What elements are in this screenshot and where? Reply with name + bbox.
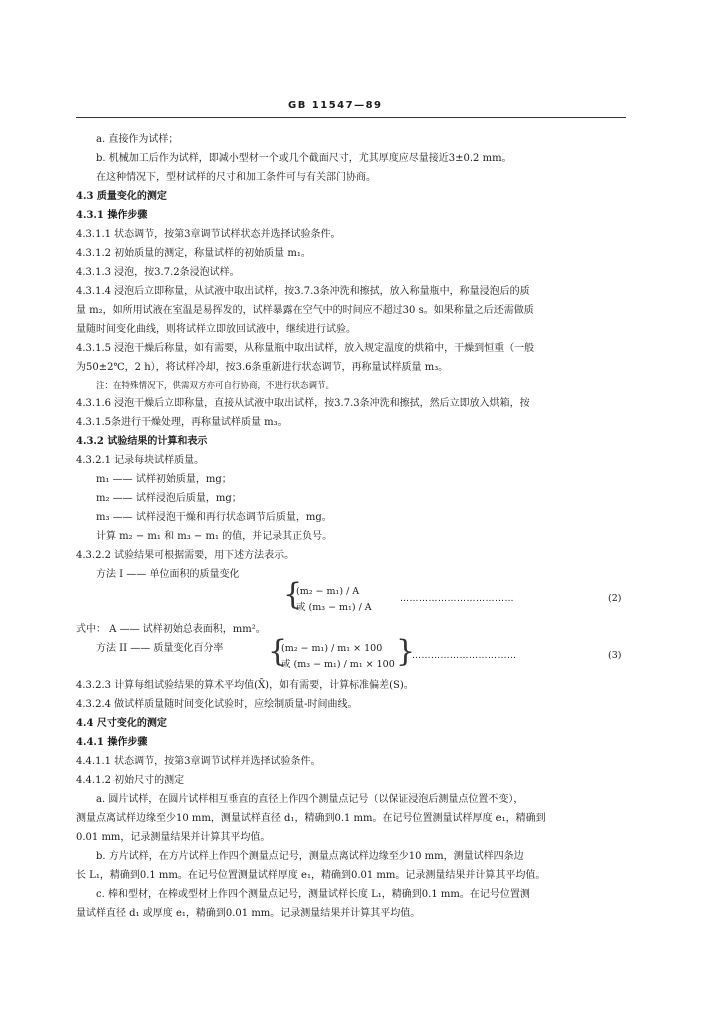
text-line: 0.01 mm，记录测量结果并计算其平均值。: [76, 832, 271, 843]
text-line: 量随时间变化曲线，则将试样立即放回试液中，继续进行试验。: [76, 324, 356, 335]
text-line: 4.4.1.2 初始尺寸的测定: [76, 775, 185, 786]
text-line: 量 m₂，如所用试液在室温是易挥发的，试样暴露在空气中的时间应不超过30 s。如果称量之后还需做质: [76, 305, 534, 316]
note-line: 注：在特殊情况下，供需双方亦可自行协商，不进行状态调节。: [96, 381, 335, 391]
formula-brace-left: {: [268, 634, 288, 669]
formula-2-leader: ………………………………: [400, 594, 514, 604]
section-heading: 4.3.1 操作步骤: [76, 210, 148, 221]
text-line: 4.3.1.4 浸泡后立即称量，从试液中取出试样，按3.7.3条冲洗和擦拭，放入称量瓶中，称量浸泡后的质: [76, 286, 530, 297]
text-line: 4.3.1.6 浸泡干燥后立即称量，直接从试液中取出试样，按3.7.3条冲洗和擦拭，然后立即放入烘箱，按: [76, 398, 530, 409]
text-line: 计算 m₂ − m₁ 和 m₃ − m₁ 的值，并记录其正负号。: [96, 531, 333, 542]
formula-brace-left: {: [283, 577, 303, 612]
formula-3-leader: ……………………………: [412, 651, 517, 661]
page-header: GB 11547—89: [288, 100, 383, 111]
text-line: 式中： A —— 试样初始总表面积，mm²。: [76, 624, 266, 635]
text-line: 量试样直径 d₁ 或厚度 e₁，精确到0.01 mm。记录测量结果并计算其平均值。: [76, 908, 421, 919]
text-line: 4.3.1.1 状态调节，按第3章调节试样状态并选择试验条件。: [76, 229, 341, 240]
formula-2-line-1: (m₂ − m₁) / A: [296, 586, 360, 597]
text-line: 方法 II —— 质量变化百分率: [96, 643, 224, 654]
text-line: c. 棒和型材，在棒或型材上作四个测量点记号，测量试样长度 L₁，精确到0.1 mm。在记号位置测: [96, 889, 530, 900]
section-heading: 4.4 尺寸变化的测定: [76, 718, 167, 729]
text-line: b. 机械加工后作为试样，即减小型材一个或几个截面尺寸，尤其厚度应尽量接近3±0.2 mm。: [96, 153, 512, 164]
text-line: 4.3.2.4 做试样质量随时间变化试验时，应绘制质量-时间曲线。: [76, 699, 358, 710]
text-line: a. 直接作为试样；: [96, 134, 179, 145]
variable-definition: m₃ —— 试样浸泡干燥和再行状态调节后质量，mg。: [96, 512, 332, 523]
text-line: 测量点离试样边缘至少10 mm，测量试样直径 d₁，精确到0.1 mm。在记号位置测量试样厚度 e₁，精确到: [76, 813, 546, 824]
text-line: 4.3.1.5条进行干燥处理，再称量试样质量 m₃。: [76, 417, 288, 428]
text-line: 4.4.1.1 状态调节，按第3章调节试样并选择试验条件。: [76, 756, 321, 767]
formula-3-line-1: (m₂ − m₁) / m₁ × 100: [281, 643, 383, 654]
text-line: 长 L₁，精确到0.1 mm。在记号位置测量试样厚度 e₁，精确到0.01 mm。记录测量结果并计算其平均值。: [76, 870, 546, 881]
text-line: 为50±2℃，2 h），将试样冷却，按3.6条重新进行状态调节，再称量试样质量 m₃。: [76, 362, 449, 373]
formula-2-number: (2): [608, 593, 622, 604]
text-line: 4.3.1.2 初始质量的测定，称量试样的初始质量 m₁。: [76, 248, 311, 259]
text-line: 方法 I —— 单位面积的质量变化: [96, 569, 240, 580]
text-line: 4.3.1.3 浸泡，按3.7.2条浸泡试样。: [76, 267, 240, 278]
formula-3-number: (3): [608, 650, 622, 661]
formula-2-line-2: 或 (m₃ − m₁) / A: [296, 602, 372, 613]
text-line: 4.3.2.3 计算每组试验结果的算术平均值(X̄)，如有需要，计算标准偏差(S)。: [76, 680, 414, 691]
variable-definition: m₁ —— 试样初始质量，mg；: [96, 474, 232, 485]
text-line: b. 方片试样，在方片试样上作四个测量点记号，测量点离试样边缘至少10 mm，测量试样四条边: [96, 851, 524, 862]
text-line: 在这种情况下，型材试样的尺寸和加工条件可与有关部门协商。: [96, 172, 376, 183]
section-heading: 4.3.2 试验结果的计算和表示: [76, 436, 208, 447]
variable-definition: m₂ —— 试样浸泡后质量，mg；: [96, 493, 242, 504]
section-heading: 4.4.1 操作步骤: [76, 737, 148, 748]
formula-3-line-2: 或 (m₃ − m₁) / m₁ × 100: [281, 659, 395, 670]
header-rule: [76, 117, 626, 118]
section-heading: 4.3 质量变化的测定: [76, 191, 167, 202]
text-line: 4.3.2.1 记录每块试样质量。: [76, 455, 205, 466]
text-line: 4.3.1.5 浸泡干燥后称量，如有需要，从称量瓶中取出试样，放入规定温度的烘箱中，干燥到恒重（一般: [76, 343, 535, 354]
formula-brace-right: }: [396, 634, 416, 669]
text-line: a. 圆片试样，在圆片试样相互垂直的直径上作四个测量点记号（以保证浸泡后测量点位置不变），: [96, 794, 524, 805]
text-line: 4.3.2.2 试验结果可根据需要，用下述方法表示。: [76, 550, 295, 561]
